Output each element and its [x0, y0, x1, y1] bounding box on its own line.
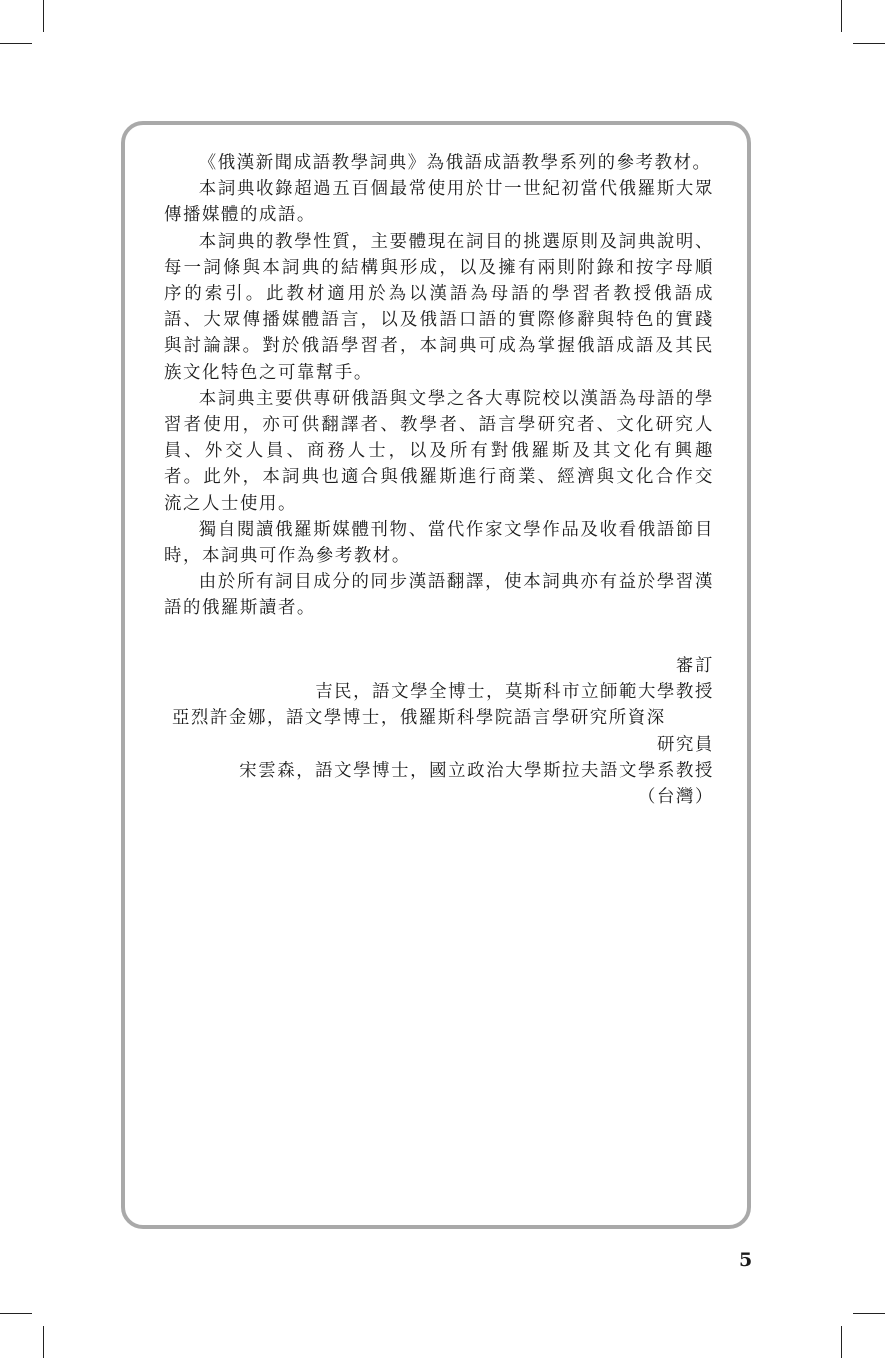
reviewer-1: 吉民，語文學全博士，莫斯科市立師範大學教授: [315, 682, 714, 703]
reviewer-3-line-2: （台灣）: [638, 787, 714, 808]
paragraph-1: 《俄漢新聞成語教學詞典》為俄語成語教學系列的參考教材。: [198, 153, 712, 173]
crop-mark-bottom-right-v: [841, 1326, 842, 1358]
crop-mark-bottom-left-h: [0, 1313, 32, 1314]
crop-mark-bottom-right-h: [853, 1313, 885, 1314]
paragraph-4: 本詞典主要供專研俄語與文學之各大專院校以漢語為母語的學習者使用，亦可供翻譯者、教學者、語言學研究者、文化研究人員、外交人員、商務人士，以及所有對俄羅斯及其文化有興趣者。此外，本詞典也適合與俄羅斯進行商業、經濟與文化合作交流之人士使用。: [164, 388, 714, 514]
page-number: 5: [739, 1249, 753, 1271]
reviewer-2-line-2: 研究員: [657, 734, 714, 755]
crop-mark-top-right-v: [841, 0, 842, 32]
paragraph-2: 本詞典收錄超過五百個最常使用於廿一世紀初當代俄羅斯大眾傳播媒體的成語。: [164, 179, 714, 226]
crop-mark-top-left-v: [43, 0, 44, 32]
paragraph-6: 由於所有詞目成分的同步漢語翻譯，使本詞典亦有益於學習漢語的俄羅斯讀者。: [164, 572, 714, 619]
reviewer-2-line-1: 亞烈許金娜，語文學博士，俄羅斯科學院語言學研究所資深: [172, 708, 666, 729]
crop-mark-top-left-h: [0, 43, 32, 44]
review-heading: 審訂: [676, 656, 714, 676]
reviewer-3-line-1: 宋雲森，語文學博士，國立政治大學斯拉夫語文學系教授: [239, 760, 714, 781]
paragraph-3: 本詞典的教學性質，主要體現在詞目的挑選原則及詞典說明、每一詞條與本詞典的結構與形成，以及擁有兩則附錄和按字母順序的索引。此教材適用於為以漢語為母語的學習者教授俄語成語、大眾傳播媒體語言，以及俄語口語的實際修辭與特色的實踐與討論課。對於俄語學習者，本詞典可成為掌握俄語成語及其民族文化特色之可靠幫手。: [164, 231, 714, 383]
crop-mark-bottom-left-v: [43, 1326, 44, 1358]
preface-body: [164, 150, 714, 622]
crop-mark-top-right-h: [853, 43, 885, 44]
review-block: [164, 653, 714, 810]
paragraph-5: 獨自閱讀俄羅斯媒體刊物、當代作家文學作品及收看俄語節目時，本詞典可作為參考教材。: [164, 519, 714, 567]
